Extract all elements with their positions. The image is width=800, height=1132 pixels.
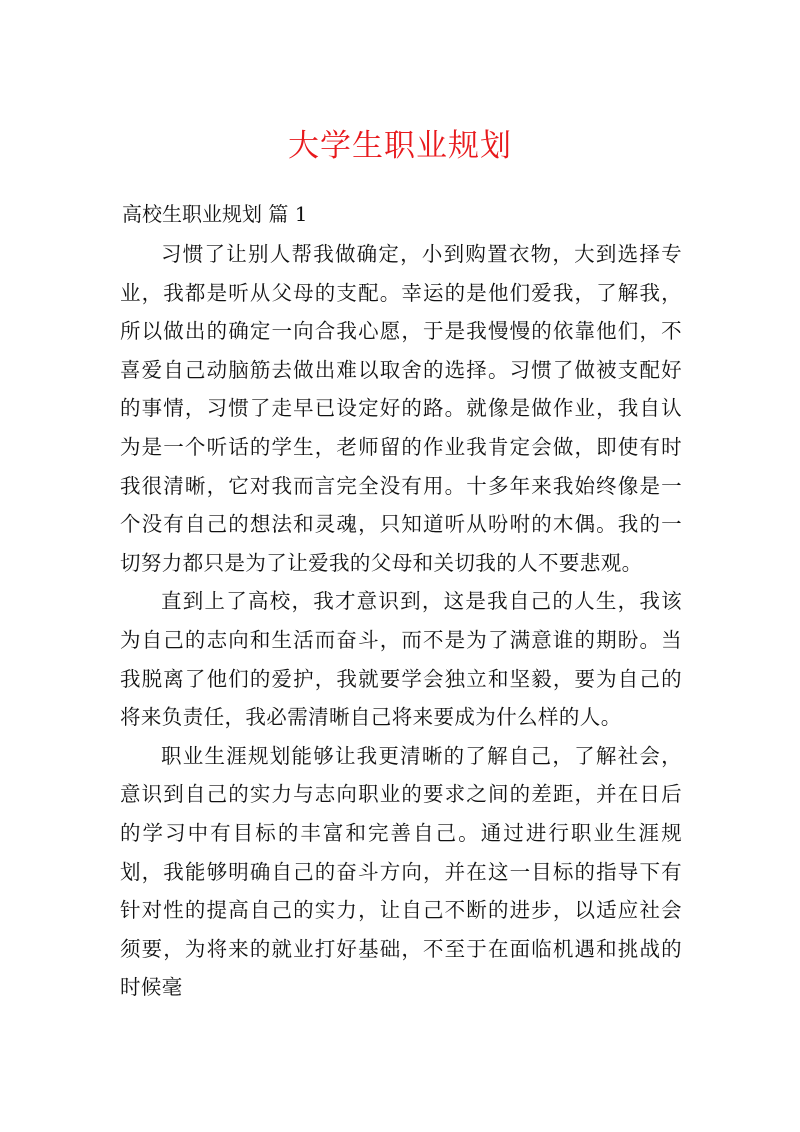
- paragraph-2: 直到上了高校，我才意识到，这是我自己的人生，我该为自己的志向和生活而奋斗，而不是为了满意谁的期盼。当我脱离了他们的爱护，我就要学会独立和坚毅，要为自己的将来负责任，我必需清晰自己将来要成为什么样的人。: [120, 589, 682, 730]
- paragraph-3: 职业生涯规划能够让我更清晰的了解自己，了解社会，意识到自己的实力与志向职业的要求之间的差距，并在日后的学习中有目标的丰富和完善自己。通过进行职业生涯规划，我能够明确自己的奋斗方向，并在这一目标的指导下有针对性的提高自己的实力，让自己不断的进步，以适应社会须要，为将来的就业打好基础，不至于在面临机遇和挑战的时候毫: [120, 743, 682, 1000]
- document-title: 大学生职业规划: [288, 128, 512, 164]
- section-heading: 高校生职业规划 篇 1: [122, 202, 308, 226]
- paragraph-1: 习惯了让别人帮我做确定，小到购置衣物，大到选择专业，我都是听从父母的支配。幸运的是他们爱我，了解我，所以做出的确定一向合我心愿，于是我慢慢的依靠他们，不喜爱自己动脑筋去做出难以取舍的选择。习惯了做被支配好的事情，习惯了走早已设定好的路。就像是做作业，我自认为是一个听话的学生，老师留的作业我肯定会做，即使有时我很清晰，它对我而言完全没有用。十多年来我始终像是一个没有自己的想法和灵魂，只知道听从吩咐的木偶。我的一切努力都只是为了让爱我的父母和关切我的人不要悲观。: [120, 242, 682, 575]
- body-text: [120, 235, 682, 1007]
